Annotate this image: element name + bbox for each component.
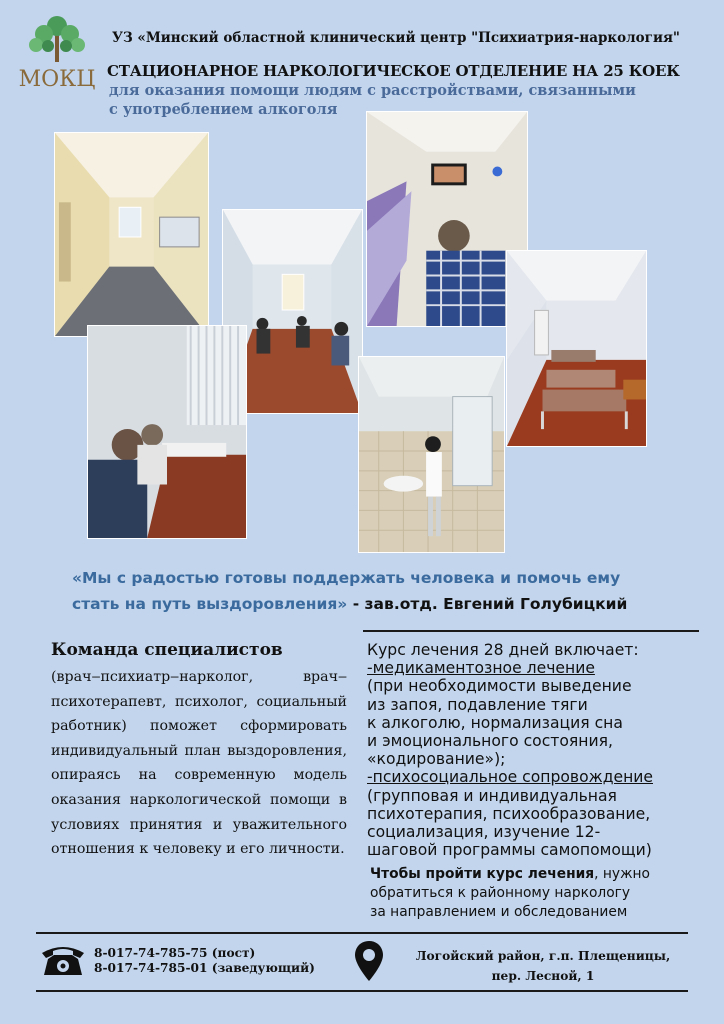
course-item-psychosocial-line: (групповая и индивидуальная	[367, 786, 617, 805]
course-item-psychosocial-line: социализация, изучение 12-	[367, 823, 601, 842]
address-line-2: пер. Лесной, 1	[491, 969, 595, 983]
course-title-suffix: :	[633, 641, 639, 659]
course-item-medication: -медикаментозное лечение	[367, 659, 595, 678]
location-pin-icon	[354, 940, 384, 982]
phone-head[interactable]: 8-017-74-785-01 (заведующий)	[94, 960, 315, 975]
phone-post[interactable]: 8-017-74-785-75 (пост)	[94, 946, 256, 960]
address	[393, 946, 693, 986]
course-title-line	[367, 641, 712, 659]
course-item-psychosocial: -психосоциальное сопровождение	[367, 768, 653, 787]
howto-rest: , нужно	[594, 866, 650, 882]
howto-line-3: за направлением и обследованием	[370, 904, 628, 920]
footer-divider-top	[36, 932, 688, 934]
course-title: Курс лечения 28 дней включает	[367, 641, 634, 659]
photo-bathroom	[358, 356, 505, 553]
subtitle-line-2: с употреблением алкоголя	[109, 101, 338, 118]
team-title: Команда специалистов	[51, 640, 283, 660]
logo-text: МОКЦ	[18, 67, 96, 92]
howto-line-2: обратиться к районному наркологу	[370, 885, 631, 901]
team-description: (врач‒психиатр‒нарколог, врач‒психотерапевт, психолог, социальный работник) поможет сформировать индивидуальный план выздоровления, опираясь на современную модель оказания наркологической помощи в условиях принятия и уважительного отношения к человеку и его личности.	[51, 669, 347, 858]
department-title: СТАЦИОНАРНОЕ НАРКОЛОГИЧЕСКОЕ ОТДЕЛЕНИЕ НА 25 КОЕК	[107, 62, 680, 80]
quote-line-2-text: стать на путь выздоровления»	[72, 595, 348, 613]
howto-bold: Чтобы пройти курс лечения	[370, 866, 595, 882]
organization-name: УЗ «Минский областной клинический центр "Психиатрия-наркология"	[112, 30, 680, 46]
photo-corridor	[54, 132, 209, 337]
address-line-1: Логойский район, г.п. Плещеницы,	[415, 949, 671, 963]
phones	[94, 946, 315, 975]
quote-line-2	[72, 595, 627, 613]
course-block	[367, 641, 712, 859]
course-item-medication-line: из запоя, подавление тяги	[367, 695, 588, 714]
subtitle-line-1: для оказания помощи людям с расстройствами, связанными	[109, 82, 636, 99]
photo-ward-beds	[506, 250, 647, 447]
quote-line-1: «Мы с радостью готовы поддержать человека и помочь ему	[72, 569, 621, 587]
course-item-medication-line: «кодирование»);	[367, 750, 506, 769]
tree-icon	[29, 16, 85, 62]
photo-tv-room	[366, 111, 528, 327]
course-item-medication-line: (при необходимости выведение	[367, 677, 632, 696]
howto-line-1	[370, 865, 710, 884]
divider-top-right	[363, 630, 699, 632]
quote-author: - зав.отд. Евгений Голубицкий	[347, 595, 628, 613]
course-item-medication-line: к алкоголю, нормализация сна	[367, 713, 623, 732]
course-item-medication-line: и эмоционального состояния,	[367, 732, 613, 751]
howto-block	[370, 865, 710, 922]
photo-reading-room	[87, 325, 247, 539]
telephone-icon	[40, 943, 86, 977]
course-item-psychosocial-line: психотерапия, психообразование,	[367, 804, 651, 823]
course-item-psychosocial-line: шаговой программы самопомощи)	[367, 841, 652, 860]
footer-divider-bottom	[36, 990, 688, 992]
logo	[14, 12, 100, 92]
